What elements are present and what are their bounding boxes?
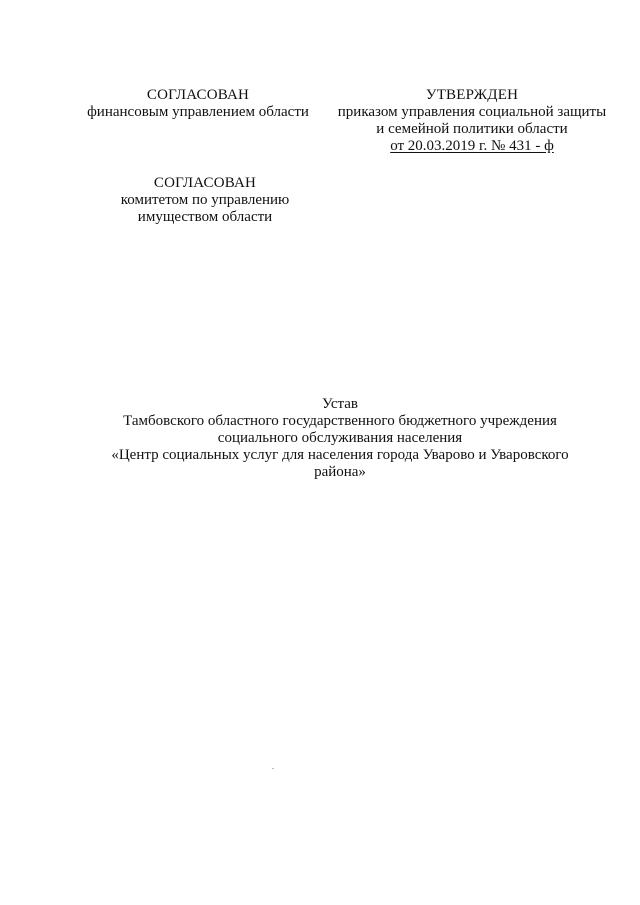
agreed-property-block [90,175,320,226]
approved-heading: УТВЕРЖДЕН [425,87,519,103]
agreed-property-heading: СОГЛАСОВАН [153,175,257,191]
charter-line-4: района» [314,464,366,480]
charter-line-3: «Центр социальных услуг для населения города Уварово и Уваровского [111,447,569,463]
charter-title-block [70,396,610,481]
agreed-property-line-2: имуществом области [137,209,273,225]
scan-speck [272,768,274,769]
approved-order-reference: от 20.03.2019 г. № 431 - ф [390,138,554,154]
approved-block [322,87,622,155]
charter-line-1: Тамбовского областного государственного бюджетного учреждения [123,413,557,429]
agreed-finance-line-1: финансовым управлением области [87,104,309,120]
agreed-property-line-1: комитетом по управлению [120,192,290,208]
approved-line-1: приказом управления социальной защиты [337,104,607,120]
charter-line-2: социального обслуживания населения [217,430,463,446]
agreed-finance-heading: СОГЛАСОВАН [146,87,250,103]
approved-line-2: и семейной политики области [376,121,568,137]
charter-title: Устав [322,396,358,412]
agreed-finance-block [78,87,318,121]
